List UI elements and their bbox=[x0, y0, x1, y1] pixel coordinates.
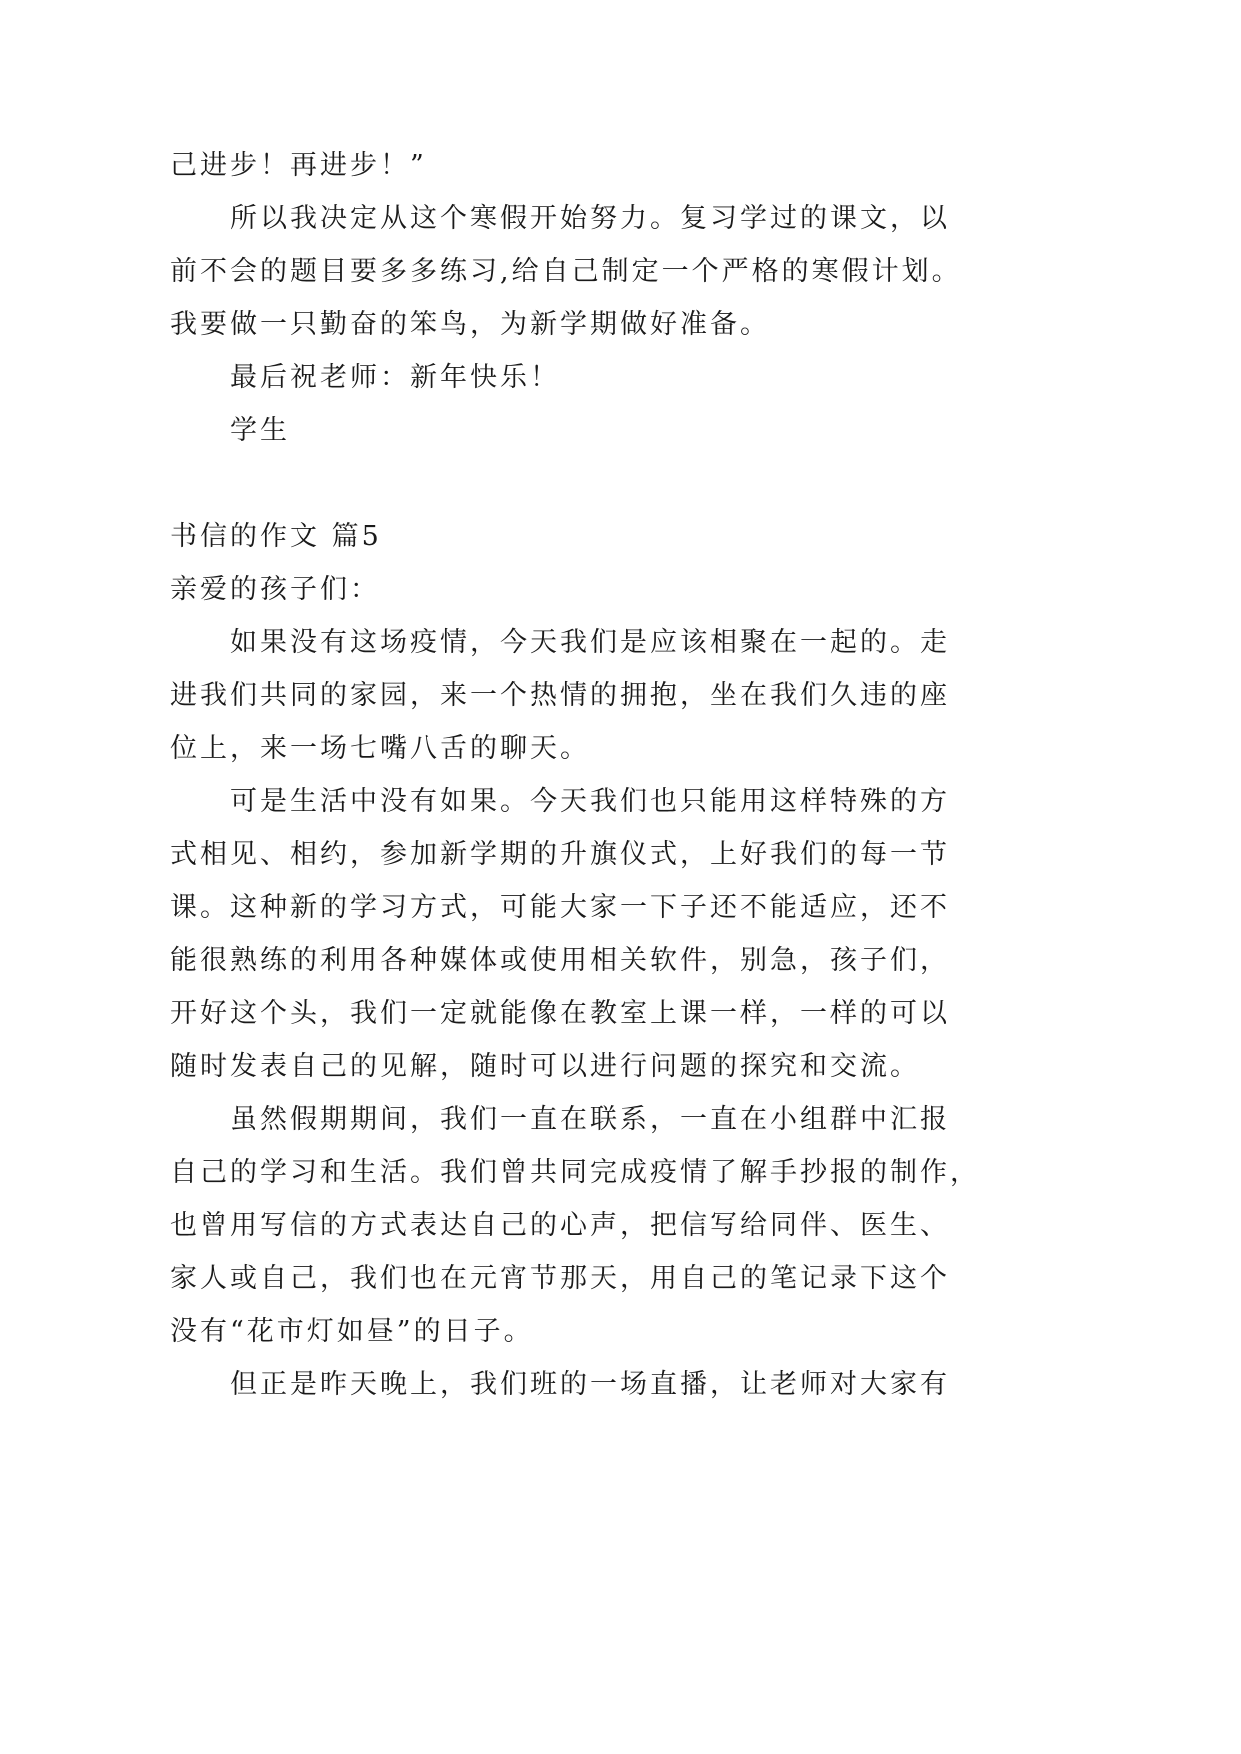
letter-paragraph bbox=[170, 616, 1070, 775]
letter-salutation: 亲爱的孩子们： bbox=[170, 574, 380, 605]
paragraph-line: 随时发表自己的见解，随时可以进行问题的探究和交流。 bbox=[170, 1051, 920, 1082]
paragraph-line: 进我们共同的家园，来一个热情的拥抱，坐在我们久违的座 bbox=[170, 680, 950, 711]
blank-line bbox=[170, 457, 1070, 510]
letter-paragraph bbox=[170, 1358, 1070, 1411]
paragraph-line: 也曾用写信的方式表达自己的心声，把信写给同伴、医生、 bbox=[170, 1210, 950, 1241]
paragraph-line: 位上，来一场七嘴八舌的聊天。 bbox=[170, 733, 590, 764]
paragraph-line: 我要做一只勤奋的笨鸟，为新学期做好准备。 bbox=[170, 309, 770, 340]
previous-letter-signature: 学生 bbox=[230, 415, 290, 446]
previous-letter-paragraph bbox=[170, 192, 1070, 351]
previous-letter-closing-line: 己进步！再进步！” bbox=[170, 150, 427, 181]
paragraph-line: 式相见、相约，参加新学期的升旗仪式，上好我们的每一节 bbox=[170, 839, 950, 870]
letter-paragraph bbox=[170, 775, 1070, 1093]
paragraph-line: 前不会的题目要多多练习,给自己制定一个严格的寒假计划。 bbox=[170, 256, 962, 287]
paragraph-line: 家人或自己，我们也在元宵节那天，用自己的笔记录下这个 bbox=[170, 1263, 950, 1294]
paragraph-line: 但正是昨天晚上，我们班的一场直播，让老师对大家有 bbox=[230, 1369, 950, 1400]
paragraph-line: 可是生活中没有如果。今天我们也只能用这样特殊的方 bbox=[230, 786, 950, 817]
paragraph-line: 能很熟练的利用各种媒体或使用相关软件，别急，孩子们， bbox=[170, 945, 950, 976]
section-heading: 书信的作文 篇5 bbox=[170, 521, 382, 552]
letter-paragraph bbox=[170, 1093, 1070, 1358]
paragraph-line: 如果没有这场疫情，今天我们是应该相聚在一起的。走 bbox=[230, 627, 950, 658]
paragraph-line: 自己的学习和生活。我们曾共同完成疫情了解手抄报的制作， bbox=[170, 1157, 980, 1188]
paragraph-line: 开好这个头，我们一定就能像在教室上课一样，一样的可以 bbox=[170, 998, 950, 1029]
previous-letter-wish: 最后祝老师：新年快乐！ bbox=[230, 362, 560, 393]
letter bbox=[170, 563, 1070, 1411]
document-page bbox=[170, 139, 1070, 1411]
paragraph-line: 没有“花市灯如昼”的日子。 bbox=[170, 1316, 534, 1347]
paragraph-line: 课。这种新的学习方式，可能大家一下子还不能适应，还不 bbox=[170, 892, 950, 923]
paragraph-line: 所以我决定从这个寒假开始努力。复习学过的课文，以 bbox=[230, 203, 950, 234]
previous-letter bbox=[170, 139, 1070, 457]
paragraph-line: 虽然假期期间，我们一直在联系，一直在小组群中汇报 bbox=[230, 1104, 950, 1135]
